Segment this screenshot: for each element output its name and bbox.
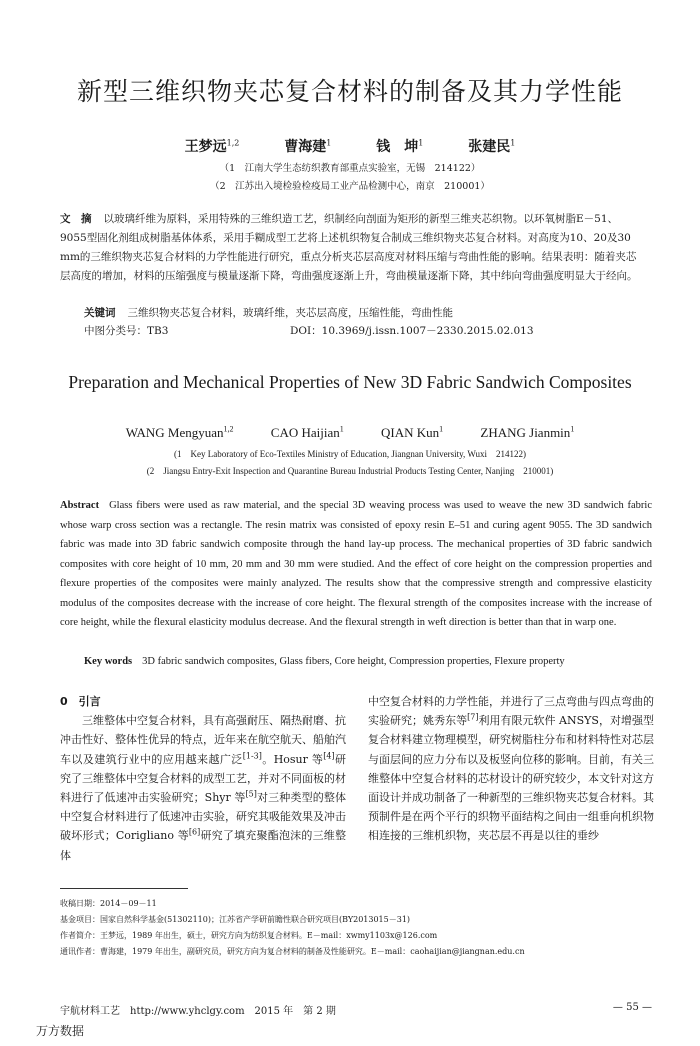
abstract-en-label: Abstract	[60, 500, 100, 511]
author-en-3: QIAN Kun$^1$	[381, 424, 444, 440]
intro-paragraph-left: 三维整体中空复合材料，具有高强耐压、隔热耐磨、抗冲击性好、整体性优异的特点，近年来在航空航天、船舶汽车以及建筑行业中的应用越来越广泛[1-3]。Hosur 等[4]研究了三维整体中空复合材料的成型工艺，并对不同面板的材料进行了低速冲击实验研究；Shyr 等[5]对三种类型的整体中空复合材料进行了低速冲击实验，研究其吸能效果及冲击破坏形式；Corigliano 等[6]研究了填充聚酯泡沫的三维整体	[60, 714, 347, 862]
clc-number: 中图分类号：TB3	[84, 325, 169, 337]
footnote-received: 收稿日期：2014－09－11	[60, 899, 157, 908]
footnote-funding: 基金项目：国家自然科学基金(51302110)；江苏省产学研前瞻性联合研究项目(BY2013015－31)	[60, 915, 411, 924]
authors-english	[0, 425, 700, 441]
doi: DOI：10.3969/j.issn.1007－2330.2015.02.013	[290, 325, 534, 337]
authors-chinese	[0, 136, 700, 156]
author-cn-2: 曹海建$^1$	[284, 138, 332, 155]
body-column-right	[368, 692, 654, 846]
footnote-corresponding: 通讯作者：曹海建，1979 年出生，副研究员，研究方向为复合材料的制备及性能研究。E－mail：caohaijian@jiangnan.edu.cn	[60, 947, 525, 956]
keywords-en-text: 3D fabric sandwich composites, Glass fibers, Core height, Compression properties, Flexure property	[142, 656, 565, 667]
wanfang-watermark: 万方数据	[36, 1024, 85, 1038]
abstract-cn-label: 文 摘	[60, 213, 92, 225]
affiliation-en-1: (1 Key Laboratory of Eco-Textiles Ministry of Education, Jiangnan University, Wuxi 214122)	[174, 449, 526, 459]
author-cn-4: 张建民$^1$	[468, 138, 516, 155]
keywords-cn-text: 三维织物夹芯复合材料，玻璃纤维，夹芯层高度，压缩性能，弯曲性能	[127, 307, 453, 319]
author-en-4: ZHANG Jianmin$^1$	[480, 424, 575, 440]
author-cn-1: 王梦远$^{1,2}$	[184, 138, 240, 155]
page-number: — 55 —	[612, 1002, 652, 1013]
abstract-english	[60, 496, 652, 633]
page-footer	[60, 1002, 652, 1017]
citation-4: [4]	[323, 750, 335, 760]
abstract-chinese	[60, 210, 640, 286]
citation-5: [5]	[245, 789, 257, 799]
journal-info: 宇航材料工艺 http://www.yhclgy.com 2015 年 第 2 期	[60, 1006, 336, 1017]
keywords-english	[84, 656, 664, 667]
body-column-left	[60, 692, 346, 865]
affiliation-en-2: (2 Jiangsu Entry-Exit Inspection and Quarantine Bureau Industrial Products Testing Center, Nanjing 210001)	[146, 466, 554, 476]
affiliation-cn-2: （2 江苏出入境检验检疫局工业产品检测中心，南京 210001）	[210, 181, 490, 192]
author-cn-3: 钱 坤$^1$	[376, 138, 424, 155]
affiliation-cn-1: （1 江南大学生态纺织教育部重点实验室，无锡 214122）	[219, 163, 481, 174]
keywords-cn-label: 关键词	[84, 307, 116, 319]
title-english: Preparation and Mechanical Properties of New 3D Fabric Sandwich Composites	[68, 372, 632, 392]
citation-6: [6]	[188, 827, 201, 837]
abstract-en-text: Glass fibers were used as raw material, and the special 3D weaving process was used to weave the new 3D sandwich fabric whose warp cross section was a rectangle. The resin matrix was consisted of epoxy resin E–51 and curing agent 9055. The 3D sandwich fabric was made into 3D fabric sandwich composite through the hand lay-up process. The mechanical properties of 3D fabric sandwich composites with core height of 10 mm, 20 mm and 30 mm were studied. And the effect of core height on the compression properties and flexure properties of the composites were mainly analyzed. The results show that the compressive strength and compressive elasticity modulus of the composites decrease with the increase of core height. The flexural strength of the composites increase with the increase of core height, while the flexural elasticity modulus decrease. And the flexural strength in weft direction is better than that in warp one.	[60, 500, 652, 628]
classification-line	[84, 322, 644, 340]
keywords-en-label: Key words	[84, 656, 133, 667]
intro-paragraph-right: 中空复合材料的力学性能，并进行了三点弯曲与四点弯曲的实验研究；姚秀东等[7]利用有限元软件 ANSYS，对增强型复合材料建立物理模型，研究树脂柱分布和材料特性对芯层与面层间的应力分布以及板竖向位移的影响。目前，有关三维整体中空复合材料的芯材设计的研究较少，本文针对这方面设计并成功制备了一种新型的三维织物夹芯复合材料。其预制件是在两个平行的织物平面结构之间由一组垂向机织物相连接的三维机织物，夹芯层不再是以往的垂纱	[368, 695, 655, 843]
section-heading-introduction: 0 引言	[60, 695, 101, 708]
footnote-rule	[60, 888, 188, 889]
citation-1-3: [1-3]	[242, 750, 262, 760]
author-en-2: CAO Haijian$^1$	[270, 424, 344, 440]
author-en-1: WANG Mengyuan$^{1,2}$	[125, 424, 234, 440]
title-chinese: 新型三维织物夹芯复合材料的制备及其力学性能	[76, 77, 623, 106]
abstract-cn-text: 以玻璃纤维为原料，采用特殊的三维织造工艺，织制经向剖面为矩形的新型三维夹芯织物。以环氧树脂E－51、9055型固化剂组成树脂基体体系，采用手糊成型工艺将上述机织物复合制成三维织物夹芯复合材料。对高度为10、20及30 mm的三维织物夹芯复合材料的力学性能进行研究，重点分析夹芯层高度对材料压缩与弯曲性能的影响。结果表明：随着夹芯层高度的增加，材料的压缩强度与模量逐渐下降，弯曲强度逐渐上升，弯曲模量逐渐下降，其中纬向弯曲强度明显大于经向。	[60, 213, 638, 282]
citation-7: [7]	[467, 712, 479, 722]
footnote-author-bio: 作者简介：王梦远，1989 年出生，硕士，研究方向为纺织复合材料。E－mail：xwmy1103x@126.com	[60, 931, 438, 940]
keywords-chinese	[84, 304, 644, 322]
